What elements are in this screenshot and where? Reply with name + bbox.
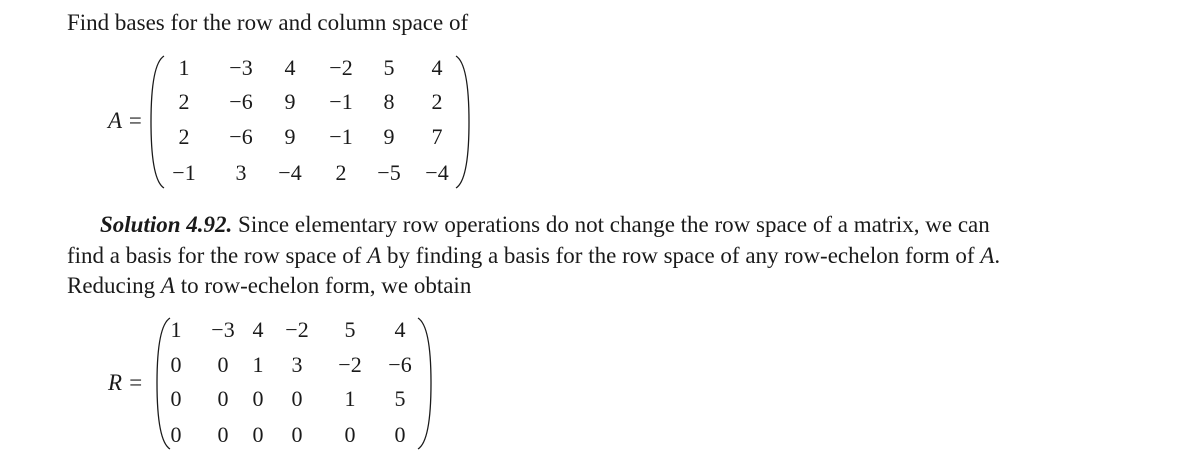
matrix-r-cell: 4	[252, 317, 264, 342]
solution-line-3	[67, 271, 1137, 301]
solution-line-1	[100, 210, 1170, 240]
matrix-a-cell: −1	[329, 124, 353, 149]
matrix-a-cell: 7	[431, 124, 443, 149]
variable-a: A	[160, 273, 175, 298]
matrix-a-cell: 2	[431, 89, 443, 114]
matrix-r-cell: 0	[394, 422, 406, 447]
matrix-r-cell: 3	[291, 352, 303, 377]
matrix-a-right-paren	[452, 54, 472, 190]
matrix-a-cell: 9	[284, 124, 296, 149]
matrix-r-cell: 0	[252, 422, 264, 447]
matrix-r-cell: 0	[217, 352, 229, 377]
matrix-r-cell: 4	[394, 317, 406, 342]
solution-line-3-part-a: Reducing	[67, 273, 161, 298]
variable-a: A	[367, 243, 382, 268]
matrix-r-cell: 5	[394, 386, 406, 411]
matrix-a-cell: −6	[229, 124, 253, 149]
matrix-a-cell: 3	[235, 160, 247, 185]
matrix-a-cell: 2	[178, 124, 190, 149]
matrix-a-cell: 4	[431, 55, 443, 80]
matrix-r-cell: 0	[170, 352, 182, 377]
matrix-r-cell: 0	[217, 422, 229, 447]
matrix-a-cell: 8	[383, 89, 395, 114]
matrix-r-cell: 0	[291, 386, 303, 411]
matrix-r-cell: 0	[252, 386, 264, 411]
matrix-a-left-paren	[148, 54, 168, 190]
matrix-r-label	[108, 368, 143, 398]
matrix-a-label	[108, 106, 143, 136]
matrix-a-cell: 2	[335, 160, 347, 185]
matrix-r-symbol: R =	[108, 370, 144, 395]
matrix-a-cell: −3	[229, 55, 253, 80]
solution-line-2-part-b: by finding a basis for the row space of any row-echelon form of	[381, 243, 981, 268]
matrix-a-cell: −6	[229, 89, 253, 114]
variable-a: A	[980, 243, 995, 268]
matrix-r-cell: 0	[344, 422, 356, 447]
matrix-a-cell: −4	[425, 160, 449, 185]
matrix-r-cell: 5	[344, 317, 356, 342]
solution-heading: Solution 4.92.	[100, 212, 233, 237]
matrix-a-cell: 4	[284, 55, 296, 80]
matrix-a-cell: −1	[329, 89, 353, 114]
matrix-a-cell: −2	[329, 55, 353, 80]
matrix-a-cell: −5	[377, 160, 401, 185]
matrix-r-cell: −2	[338, 352, 362, 377]
solution-line-3-part-b: to row-echelon form, we obtain	[174, 273, 472, 298]
matrix-r-cell: 0	[170, 386, 182, 411]
matrix-r-right-paren	[414, 316, 434, 451]
solution-line-1-text: Since elementary row operations do not change the row space of a matrix, we can	[238, 212, 990, 237]
matrix-r-cell: 0	[291, 422, 303, 447]
matrix-r-cell: 1	[344, 386, 356, 411]
matrix-a-cell: 1	[178, 55, 190, 80]
matrix-r-cell: 0	[170, 422, 182, 447]
matrix-a-cell: 9	[284, 89, 296, 114]
matrix-a-cell: 5	[383, 55, 395, 80]
solution-line-2	[67, 241, 1137, 271]
matrix-a-cell: 2	[178, 89, 190, 114]
matrix-r-cell: 0	[217, 386, 229, 411]
matrix-r-cell: 1	[252, 352, 264, 377]
problem-statement: Find bases for the row and column space of	[67, 10, 469, 35]
matrix-a-cell: −4	[278, 160, 302, 185]
matrix-a-symbol: A =	[108, 108, 143, 133]
matrix-r-cell: −2	[285, 317, 309, 342]
matrix-r-cell: −6	[388, 352, 412, 377]
solution-line-2-part-c: .	[994, 243, 1001, 268]
matrix-r-cell: −3	[211, 317, 235, 342]
matrix-a-cell: 9	[383, 124, 395, 149]
matrix-r-cell: 1	[170, 317, 182, 342]
solution-line-2-part-a: find a basis for the row space of	[67, 243, 368, 268]
matrix-a-cell: −1	[172, 160, 196, 185]
